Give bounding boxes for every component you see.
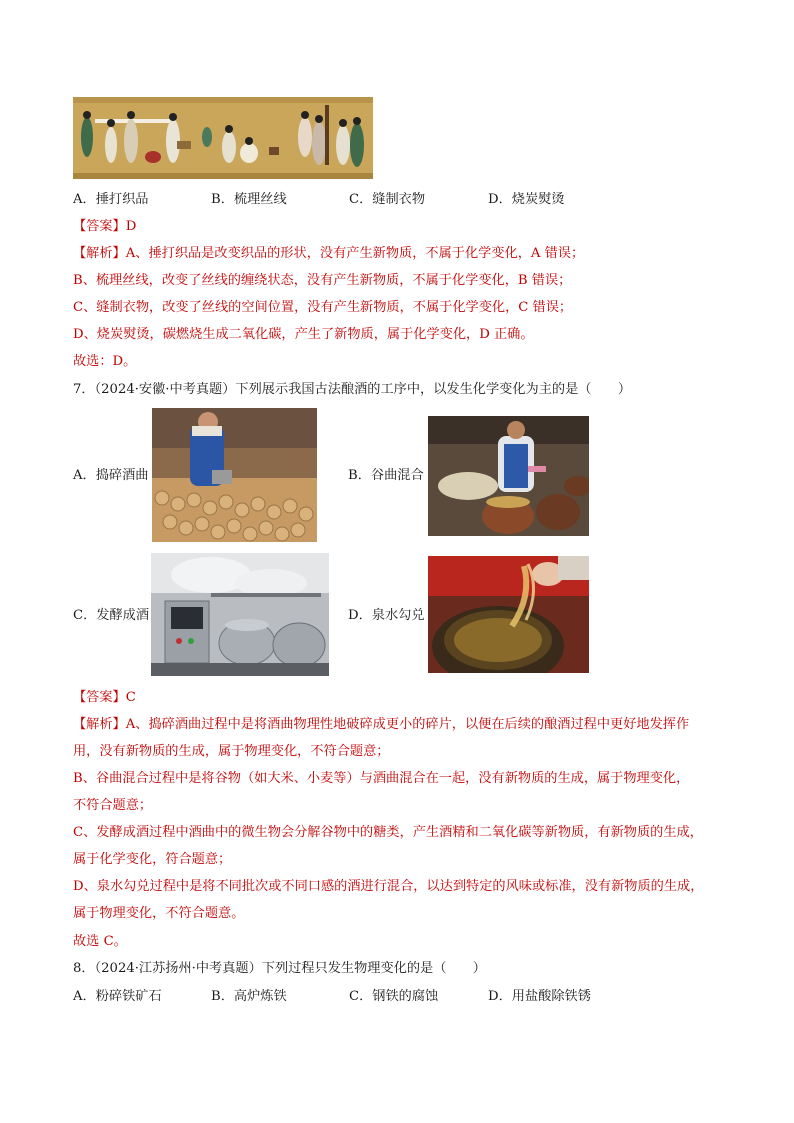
q7-analysis-line: 不符合题意；: [73, 798, 153, 813]
q7-analysis-line: B、谷曲混合过程中是将谷物（如大米、小麦等）与酒曲混合在一起，没有新物质的生成，属于物理变化，: [73, 771, 690, 786]
q8-stem: 8．（2024·江苏扬州·中考真题）下列过程只发生物理变化的是（ ）: [73, 961, 486, 976]
q8-option-c: C．钢铁的腐蚀: [349, 989, 439, 1004]
q6-option-c: C．缝制衣物: [349, 192, 426, 207]
q7-analysis-line: 用，没有新物质的生成，属于物理变化，不符合题意；: [73, 744, 390, 759]
q7-analysis-line: 属于物理变化，不符合题意。: [73, 906, 245, 921]
q6-conclusion: 故选：D。: [73, 354, 137, 369]
q6-option-b: B．梳理丝线: [211, 192, 287, 207]
silk-painting-image: [73, 97, 373, 179]
q6-option-d: D．烧炭熨烫: [488, 192, 565, 207]
q7-analysis-line: 【解析】A、捣碎酒曲过程中是将酒曲物理性地破碎成更小的碎片，以便在后续的酿酒过程中更好地发挥作: [73, 717, 690, 732]
q6-analysis-line: D、烧炭熨烫，碳燃烧生成二氧化碳，产生了新物质，属于化学变化，D 正确。: [73, 327, 534, 342]
q7-option-c: C．发酵成酒: [73, 608, 150, 623]
q6-analysis-line: C、缝制衣物，改变了丝线的空间位置，没有产生新物质，不属于化学变化，C 错误；: [73, 300, 573, 315]
q8-option-a: A．粉碎铁矿石: [73, 989, 162, 1004]
q6-analysis-line: B、梳理丝线，改变了丝线的缠绕状态，没有产生新物质，不属于化学变化，B 错误；: [73, 273, 572, 288]
q7-image-d-spring-water-blending: [428, 556, 589, 673]
q7-image-a-pounding-yeast: [152, 408, 317, 542]
q7-option-b: B．谷曲混合: [348, 468, 424, 483]
q6-answer: 【答案】D: [73, 219, 137, 234]
q7-analysis-line: D、泉水勾兑过程中是将不同批次或不同口感的酒进行混合，以达到特定的风味或标准，没有新物质的生成，: [73, 879, 704, 894]
q7-analysis-line: 属于化学变化，符合题意；: [73, 852, 232, 867]
q7-stem: 7．（2024·安徽·中考真题）下列展示我国古法酿酒的工序中，以发生化学变化为主的是（ ）: [73, 382, 632, 397]
q6-option-a: A．捶打织品: [73, 192, 149, 207]
q7-option-d: D．泉水勾兑: [348, 608, 425, 623]
q7-image-c-fermentation-distillation: [151, 553, 329, 676]
q7-answer: 【答案】C: [73, 690, 136, 705]
q7-option-a: A．捣碎酒曲: [73, 468, 149, 483]
q7-image-b-grain-mixing: [428, 416, 589, 536]
q8-option-d: D．用盐酸除铁锈: [488, 989, 591, 1004]
q8-option-b: B．高炉炼铁: [211, 989, 287, 1004]
q7-conclusion: 故选 C。: [73, 934, 127, 949]
q7-analysis-line: C、发酵成酒过程中酒曲中的微生物会分解谷物中的糖类，产生酒精和二氧化碳等新物质，有新物质的生成，: [73, 825, 703, 840]
q6-analysis-line: 【解析】A、捶打织品是改变织品的形状，没有产生新物质，不属于化学变化，A 错误；: [73, 246, 585, 261]
